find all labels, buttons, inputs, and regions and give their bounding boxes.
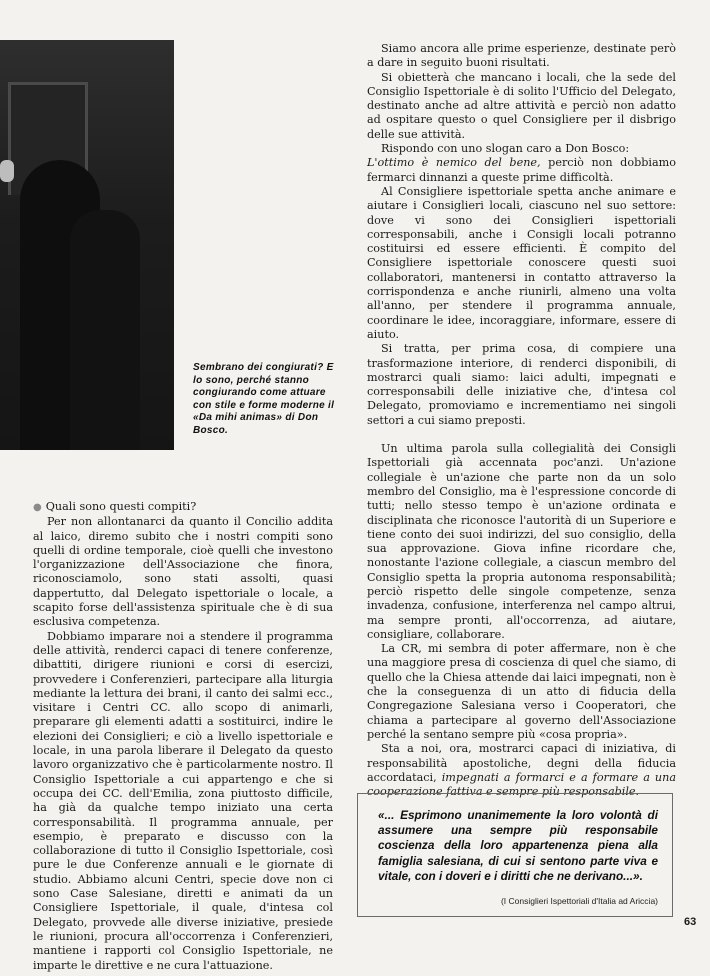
- right-column: [367, 42, 676, 799]
- photo-highlight: [0, 160, 14, 182]
- body-paragraph: La CR, mi sembra di poter affermare, non è che una maggiore presa di coscienza di quel che siamo, di quello che la Chiesa attende dai laici impegnati, non è che la conseguenza di un atto di fiducia della Congregazione Salesiana verso i Cooperatori, che chiama a partecipare al governo dell'Associazione perché la sentano sempre più «cosa propria».: [367, 642, 676, 741]
- body-paragraph: Per non allontanarci da quanto il Concilio addita al laico, diremo subito che i nostri compiti sono quelli di ordine temporale, cioè quelli che investono l'organizzazione dell'Associazione che finora, riconosciamolo, sono stati assolti, quasi dappertutto, dal Delegato ispettoriale o locale, a scapito forse dell'assistenza spirituale che è di sua esclusiva competenza.: [33, 515, 333, 629]
- body-paragraph: Dobbiamo imparare noi a stendere il programma delle attività, renderci capaci di tenere conferenze, dibattiti, dirigere riunioni e corsi di esercizi, provvedere i Conferenzieri, partecipare alla liturgia mediante la lettura dei brani, il canto dei salmi ecc., visitare i Centri CC. allo scopo di animarli, preparare gli elementi adatti a sostituirci, indire le elezioni dei Consiglieri; e ciò a livello ispettoriale e locale, in una parola liberare il Delegato da questo lavoro organizzativo che è particolarmente nostro. Il Consiglio Ispettoriale a cui appartengo e che si occupa dei CC. dell'Emilia, zona piuttosto difficile, ha già da qualche tempo iniziato una certa corresponsabilità. Il programma annuale, per esempio, è preparato e discusso con la collaborazione di tutto il Consiglio Ispettoriale, così pure le due Conferenze annuali e le giornate di studio. Abbiamo alcuni Centri, specie dove non ci sono Case Salesiane, diretti e animati da un Consigliere Ispettoriale, il quale, d'intesa col Delegato, provvede alle diverse iniziative, presiede le riunioni, procura all'occorrenza i Conferenzieri, mantiene i rapporti col Consiglio Ispettoriale, ne imparte le direttive e ne cura l'attuazione.: [33, 629, 333, 972]
- body-paragraph: Si tratta, per prima cosa, di compiere una trasformazione interiore, di renderci disponibili, di mostrarci quali siamo: laici adulti, impegnati e corresponsabili delle iniziative che, d'intesa col Delegato, promoviamo e incrementiamo nei singoli settori a cui siamo preposti.: [367, 342, 676, 427]
- body-paragraph: [367, 156, 676, 185]
- question-text: Quali sono questi compiti?: [45, 500, 197, 513]
- pull-quote-source: (I Consiglieri Ispettoriali d'Italia ad Ariccia): [500, 896, 658, 906]
- pull-quote-text: «... Esprimono unanimemente la loro volontà di assumere una sempre più responsabile coscienza della loro appartenenza piena alla famiglia salesiana, di cui si sentono parte viva e vitale, con i doveri e i diritti che ne derivano...».: [378, 808, 658, 883]
- photo-caption: Sembrano dei congiurati? E lo sono, perché stanno congiurando come attuare con stile e forme moderne il «Da mihi animas» di Don Bosco.: [193, 362, 335, 436]
- left-column: [33, 500, 333, 973]
- bullet-icon: ●: [33, 502, 42, 513]
- body-paragraph: Rispondo con uno slogan caro a Don Bosco:: [381, 142, 630, 156]
- body-paragraph: Siamo ancora alle prime esperienze, destinate però a dare in seguito buoni risultati.: [367, 42, 676, 70]
- question-line: [33, 500, 333, 515]
- slogan-text: L'ottimo è nemico del bene,: [367, 156, 541, 170]
- body-text: Sta a noi, ora, mostrarci capaci di iniziativa, di responsabilità apostoliche, degni della fiducia accordataci,: [367, 742, 676, 784]
- body-paragraph: [367, 742, 676, 799]
- body-paragraph: Si obietterà che mancano i locali, che la sede del Consiglio Ispettoriale è di solito l'Ufficio del Delegato, destinato anche ad altre attività e perciò non adatto ad ospitare questo o quel Consigliere per il disbrigo delle sue attività.: [367, 70, 676, 141]
- pull-quote-box: [357, 793, 673, 917]
- closing-emphasis: impegnati a formarci e a formare a una cooperazione fattiva e sempre più responsabile.: [367, 770, 676, 799]
- body-paragraph: Un ultima parola sulla collegialità dei Consigli Ispettoriali già accennata poc'anzi. Un'azione collegiale è un'azione che parte non da un solo membro del Consiglio, ma è l'espressione concorde di tutti; nello stesso tempo è un'azione ordinata e disciplinata che riconosce l'autorità di un Superiore e tiene conto dei suoi indirizzi, del suo consiglio, della sua approvazione. Giova infine ricordare che, nonostante l'azione collegiale, a ciascun membro del Consiglio spetta la propria autonoma responsabilità; perciò rispetto delle singole competenze, senza invadenza, confusione, interferenza nel campo altrui, ma sempre pronti, all'occorrenza, ad aiutare, consigliare, collaborare.: [367, 442, 676, 641]
- photo: [0, 40, 174, 450]
- body-text: perciò non dobbiamo fermarci dinnanzi a queste prime difficoltà.: [367, 156, 676, 184]
- photo-figure: [70, 210, 140, 450]
- page-number: 63: [684, 916, 697, 928]
- body-paragraph: Al Consigliere ispettoriale spetta anche animare e aiutare i Consiglieri locali, ciascuno nel suo settore: dove vi sono dei Consiglieri ispettoriali corresponsabili, anche i Consigli locali potranno costituirsi ed essere efficienti. È compito del Consigliere ispettoriale conoscere questi suoi collaboratori, mantenersi in contatto attraverso la corrispondenza e anche riunirli, almeno una volta all'anno, per stendere il programma annuale, coordinare le idee, incoraggiare, informare, essere di aiuto.: [367, 184, 676, 341]
